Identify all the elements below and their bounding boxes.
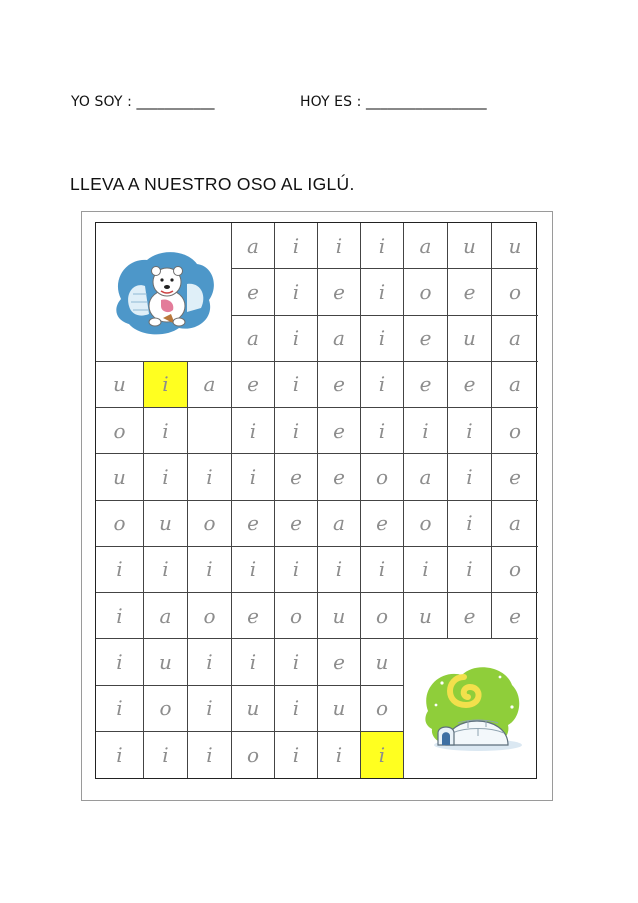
maze-cell[interactable]: i xyxy=(361,316,404,362)
maze-cell[interactable]: a xyxy=(318,316,361,362)
maze-cell[interactable]: o xyxy=(361,686,404,732)
maze-cell[interactable]: u xyxy=(448,223,492,269)
maze-cell[interactable]: e xyxy=(232,593,275,639)
maze-cell[interactable]: i xyxy=(188,732,232,778)
maze-cell[interactable]: i xyxy=(448,501,492,547)
maze-cell[interactable]: i xyxy=(361,223,404,269)
maze-cell[interactable]: e xyxy=(448,269,492,315)
maze-cell[interactable]: e xyxy=(232,362,275,408)
maze-cell[interactable]: e xyxy=(318,639,361,685)
maze-cell[interactable]: i xyxy=(144,408,188,454)
maze-cell[interactable]: i xyxy=(318,547,361,593)
maze-cell[interactable]: u xyxy=(232,686,275,732)
maze-cell[interactable]: e xyxy=(318,408,361,454)
polar-bear-image xyxy=(96,223,232,362)
maze-cell[interactable]: e xyxy=(318,269,361,315)
maze-cell[interactable]: i xyxy=(361,408,404,454)
maze-cell[interactable]: u xyxy=(404,593,448,639)
maze-cell[interactable]: e xyxy=(448,362,492,408)
maze-cell[interactable]: o xyxy=(188,501,232,547)
maze-cell[interactable]: i xyxy=(188,639,232,685)
maze-cell[interactable]: e xyxy=(318,454,361,500)
maze-cell[interactable]: i xyxy=(448,454,492,500)
maze-cell[interactable]: e xyxy=(404,362,448,408)
maze-cell[interactable]: o xyxy=(404,269,448,315)
maze-cell[interactable] xyxy=(188,408,232,454)
maze-cell[interactable]: u xyxy=(144,501,188,547)
maze-cell[interactable]: i xyxy=(144,362,188,408)
maze-cell[interactable]: i xyxy=(96,686,144,732)
maze-cell[interactable]: o xyxy=(492,547,538,593)
maze-cell[interactable]: u xyxy=(448,316,492,362)
maze-cell[interactable]: e xyxy=(492,454,538,500)
maze-cell[interactable]: o xyxy=(275,593,318,639)
maze-cell[interactable]: a xyxy=(232,223,275,269)
maze-cell[interactable]: o xyxy=(492,408,538,454)
maze-cell[interactable]: o xyxy=(96,408,144,454)
name-field[interactable]: YO SOY : ___________ xyxy=(71,94,215,110)
maze-cell[interactable]: a xyxy=(492,362,538,408)
maze-cell[interactable]: i xyxy=(232,454,275,500)
maze-cell[interactable]: o xyxy=(404,501,448,547)
header-line xyxy=(71,94,571,116)
maze-cell[interactable]: i xyxy=(318,732,361,778)
maze-cell[interactable]: e xyxy=(275,454,318,500)
maze-cell[interactable]: u xyxy=(492,223,538,269)
maze-cell[interactable]: o xyxy=(144,686,188,732)
instruction-text: LLEVA A NUESTRO OSO AL IGLÚ. xyxy=(70,174,355,194)
maze-cell[interactable]: i xyxy=(232,547,275,593)
maze-cell[interactable]: e xyxy=(492,593,538,639)
maze-cell[interactable]: o xyxy=(361,593,404,639)
igloo-image xyxy=(404,639,538,778)
maze-cell[interactable]: i xyxy=(275,639,318,685)
maze-cell[interactable]: i xyxy=(404,547,448,593)
maze-cell[interactable]: i xyxy=(275,732,318,778)
maze-cell[interactable]: o xyxy=(188,593,232,639)
maze-cell[interactable]: i xyxy=(275,362,318,408)
maze-cell[interactable]: i xyxy=(448,547,492,593)
maze-cell[interactable]: i xyxy=(188,686,232,732)
maze-cell[interactable]: i xyxy=(144,454,188,500)
maze-cell[interactable]: i xyxy=(361,269,404,315)
maze-cell[interactable]: i xyxy=(188,454,232,500)
maze-cell[interactable]: i xyxy=(96,732,144,778)
maze-cell[interactable]: i xyxy=(144,547,188,593)
maze-cell[interactable]: i xyxy=(96,547,144,593)
maze-cell[interactable]: i xyxy=(404,408,448,454)
maze-cell[interactable]: o xyxy=(232,732,275,778)
maze-cell[interactable]: i xyxy=(96,639,144,685)
maze-cell[interactable]: o xyxy=(96,501,144,547)
maze-cell[interactable]: a xyxy=(404,454,448,500)
maze-cell[interactable]: i xyxy=(232,639,275,685)
maze-cell[interactable]: e xyxy=(232,269,275,315)
maze-cell[interactable]: i xyxy=(361,732,404,778)
maze-cell[interactable]: a xyxy=(232,316,275,362)
maze-cell[interactable]: i xyxy=(275,269,318,315)
maze-cell[interactable]: i xyxy=(318,223,361,269)
maze-cell[interactable]: e xyxy=(232,501,275,547)
maze-cell[interactable]: a xyxy=(404,223,448,269)
igloo-icon xyxy=(416,659,526,759)
maze-cell[interactable]: i xyxy=(275,223,318,269)
maze-cell[interactable]: e xyxy=(361,501,404,547)
maze-cell[interactable]: a xyxy=(492,316,538,362)
maze-cell[interactable]: i xyxy=(275,316,318,362)
polar-bear-icon xyxy=(109,244,219,339)
maze-cell[interactable]: u xyxy=(318,686,361,732)
maze-cell[interactable]: i xyxy=(275,547,318,593)
letter-maze-grid xyxy=(95,222,537,779)
maze-cell[interactable]: a xyxy=(188,362,232,408)
maze-cell[interactable]: a xyxy=(318,501,361,547)
maze-cell[interactable]: a xyxy=(144,593,188,639)
maze-cell[interactable]: u xyxy=(318,593,361,639)
maze-cell[interactable]: a xyxy=(492,501,538,547)
maze-cell[interactable]: i xyxy=(448,408,492,454)
maze-cell[interactable]: i xyxy=(96,593,144,639)
maze-cell[interactable]: i xyxy=(275,408,318,454)
maze-cell[interactable]: e xyxy=(318,362,361,408)
maze-cell[interactable]: o xyxy=(492,269,538,315)
maze-cell[interactable]: i xyxy=(232,408,275,454)
maze-cell[interactable]: e xyxy=(275,501,318,547)
maze-cell[interactable]: o xyxy=(361,454,404,500)
maze-cell[interactable]: u xyxy=(96,362,144,408)
maze-cell[interactable]: i xyxy=(188,547,232,593)
maze-cell[interactable]: u xyxy=(144,639,188,685)
maze-cell[interactable]: u xyxy=(96,454,144,500)
maze-cell[interactable]: i xyxy=(361,547,404,593)
maze-cell[interactable]: e xyxy=(448,593,492,639)
maze-cell[interactable]: i xyxy=(361,362,404,408)
maze-cell[interactable]: e xyxy=(404,316,448,362)
maze-cell[interactable]: i xyxy=(144,732,188,778)
date-field[interactable]: HOY ES : _________________ xyxy=(300,94,487,110)
maze-cell[interactable]: i xyxy=(275,686,318,732)
maze-cell[interactable]: u xyxy=(361,639,404,685)
